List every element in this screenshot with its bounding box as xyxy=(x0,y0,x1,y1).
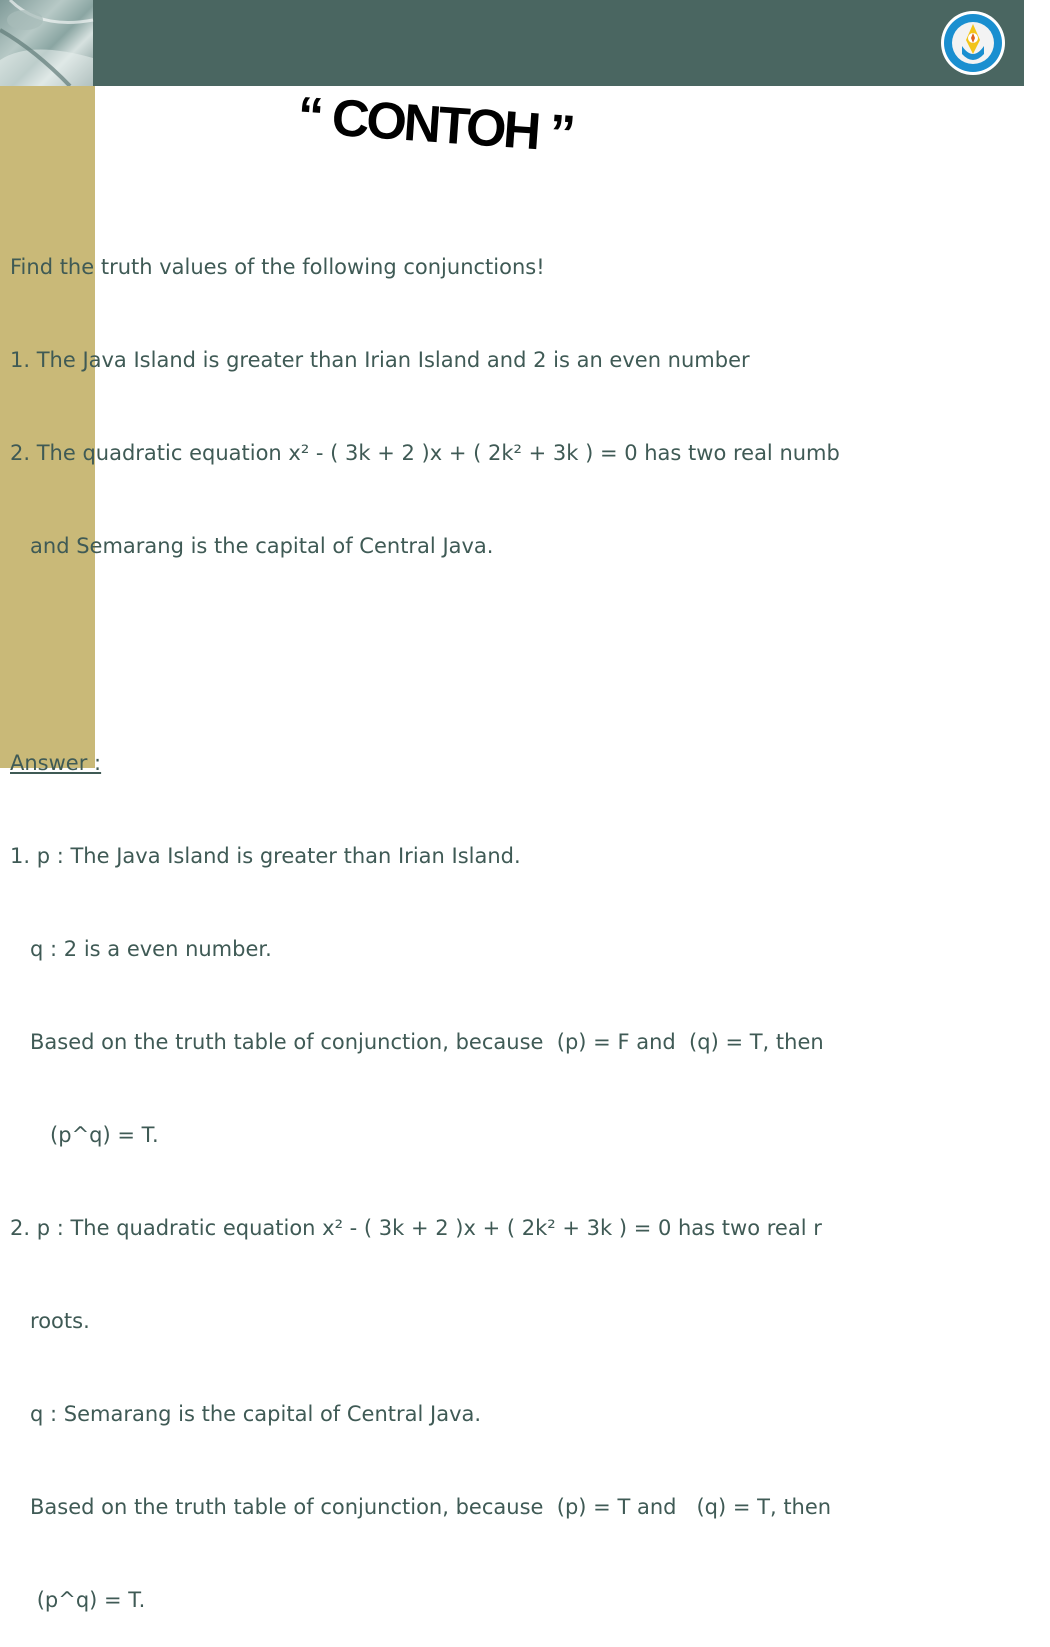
slide-content xyxy=(10,190,1050,1647)
question-line: 2. The quadratic equation x² - ( 3k + 2 )x + ( 2k² + 3k ) = 0 has two real numb xyxy=(10,441,840,465)
answer-heading: Answer : xyxy=(10,751,102,775)
header-photo xyxy=(0,0,93,86)
header-band xyxy=(0,0,1024,86)
tut-wuri-handayani-logo-icon xyxy=(940,10,1006,76)
answer-line: Based on the truth table of conjunction, because (p) = F and (q) = T, then xyxy=(10,1030,824,1054)
slide-title-text: “ CONTOH ” xyxy=(295,86,575,164)
question-line: 1. The Java Island is greater than Irian Island and 2 is an even number xyxy=(10,348,750,372)
spacer xyxy=(10,624,1050,686)
answer-line: q : 2 is a even number. xyxy=(10,937,272,961)
question-line: and Semarang is the capital of Central Java. xyxy=(10,534,494,558)
answer-line: 2. p : The quadratic equation x² - ( 3k + 2 )x + ( 2k² + 3k ) = 0 has two real r xyxy=(10,1216,822,1240)
answer-line: q : Semarang is the capital of Central Java. xyxy=(10,1402,482,1426)
slide-title xyxy=(255,84,615,164)
answer-line: (p^q) = T. xyxy=(10,1588,146,1612)
intro-text: Find the truth values of the following conjunctions! xyxy=(10,255,545,279)
answer-line: (p^q) = T. xyxy=(10,1123,159,1147)
answer-line: roots. xyxy=(10,1309,90,1333)
answer-line: Based on the truth table of conjunction, because (p) = T and (q) = T, then xyxy=(10,1495,832,1519)
answer-line: 1. p : The Java Island is greater than Irian Island. xyxy=(10,844,521,868)
